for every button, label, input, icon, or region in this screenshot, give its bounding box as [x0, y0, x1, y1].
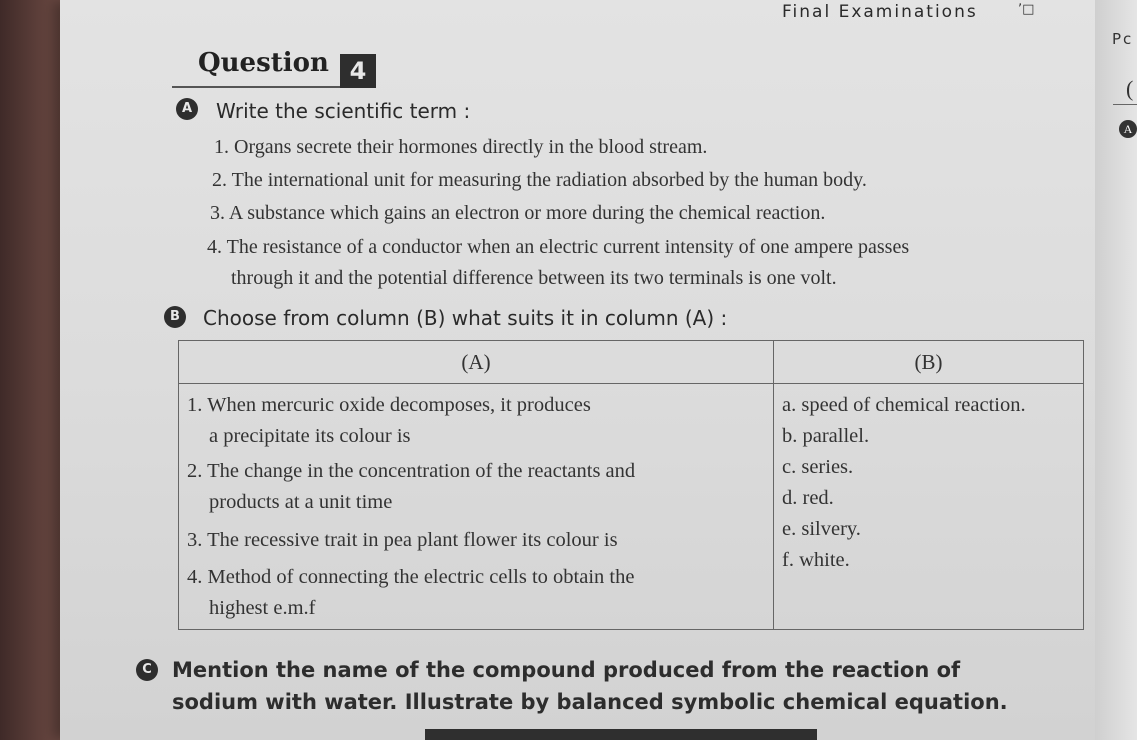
column-a-item-3: 3. The recessive trait in pea plant flower its colour is [187, 529, 618, 551]
section-a-item-4: 4. The resistance of a conductor when an electric current intensity of one ampere passes [207, 236, 910, 258]
bottom-bar [425, 729, 817, 740]
section-a-item-2: 2. The international unit for measuring the radiation absorbed by the human body. [212, 169, 867, 191]
section-b-badge: B [164, 306, 186, 328]
column-b-item-c: c. series. [782, 456, 854, 478]
column-a-item-1: 1. When mercuric oxide decomposes, it produces [187, 394, 591, 416]
column-a-header: (A) [179, 341, 774, 384]
section-c-badge: C [136, 659, 158, 681]
section-a-heading: Write the scientific term : [216, 99, 471, 123]
column-b-item-d: d. red. [782, 487, 834, 509]
matching-table [178, 340, 1084, 630]
column-a-item-4: 4. Method of connecting the electric cells to obtain the [187, 566, 635, 588]
next-page-bracket: ( [1126, 76, 1134, 101]
next-page-badge: A [1119, 120, 1137, 138]
section-a-item-4-cont: through it and the potential difference between its two terminals is one volt. [231, 267, 837, 289]
next-page-text: Pc [1112, 30, 1134, 48]
next-page-edge [1095, 0, 1137, 740]
header-glyph: ʼ□ [1018, 2, 1035, 17]
column-b-item-f: f. white. [782, 549, 850, 571]
section-b-heading: Choose from column (B) what suits it in column (A) : [203, 306, 728, 330]
column-b-header: (B) [774, 341, 1084, 384]
section-a-item-1: 1. Organs secrete their hormones directly in the blood stream. [214, 136, 708, 158]
column-a-item-2-cont: products at a unit time [209, 491, 393, 513]
column-a-item-2: 2. The change in the concentration of the reactants and [187, 460, 636, 482]
section-a-item-3: 3. A substance which gains an electron or more during the chemical reaction. [210, 202, 826, 224]
header-title: Final Examinations [782, 2, 978, 22]
next-page-rule [1113, 104, 1137, 105]
section-c-heading: Mention the name of the compound produced from the reaction of sodium with water. Illustrate by balanced symbolic chemical equation. [172, 658, 1008, 714]
column-b-item-a: a. speed of chemical reaction. [782, 394, 1026, 416]
column-b-item-e: e. silvery. [782, 518, 861, 540]
section-a-badge: A [176, 98, 198, 120]
question-underline [172, 86, 340, 88]
column-b-item-b: b. parallel. [782, 425, 870, 447]
column-a-item-4-cont: highest e.m.f [209, 597, 316, 619]
column-a-item-1-cont: a precipitate its colour is [209, 425, 411, 447]
question-title: Question [198, 48, 329, 78]
question-number: 4 [340, 54, 376, 88]
